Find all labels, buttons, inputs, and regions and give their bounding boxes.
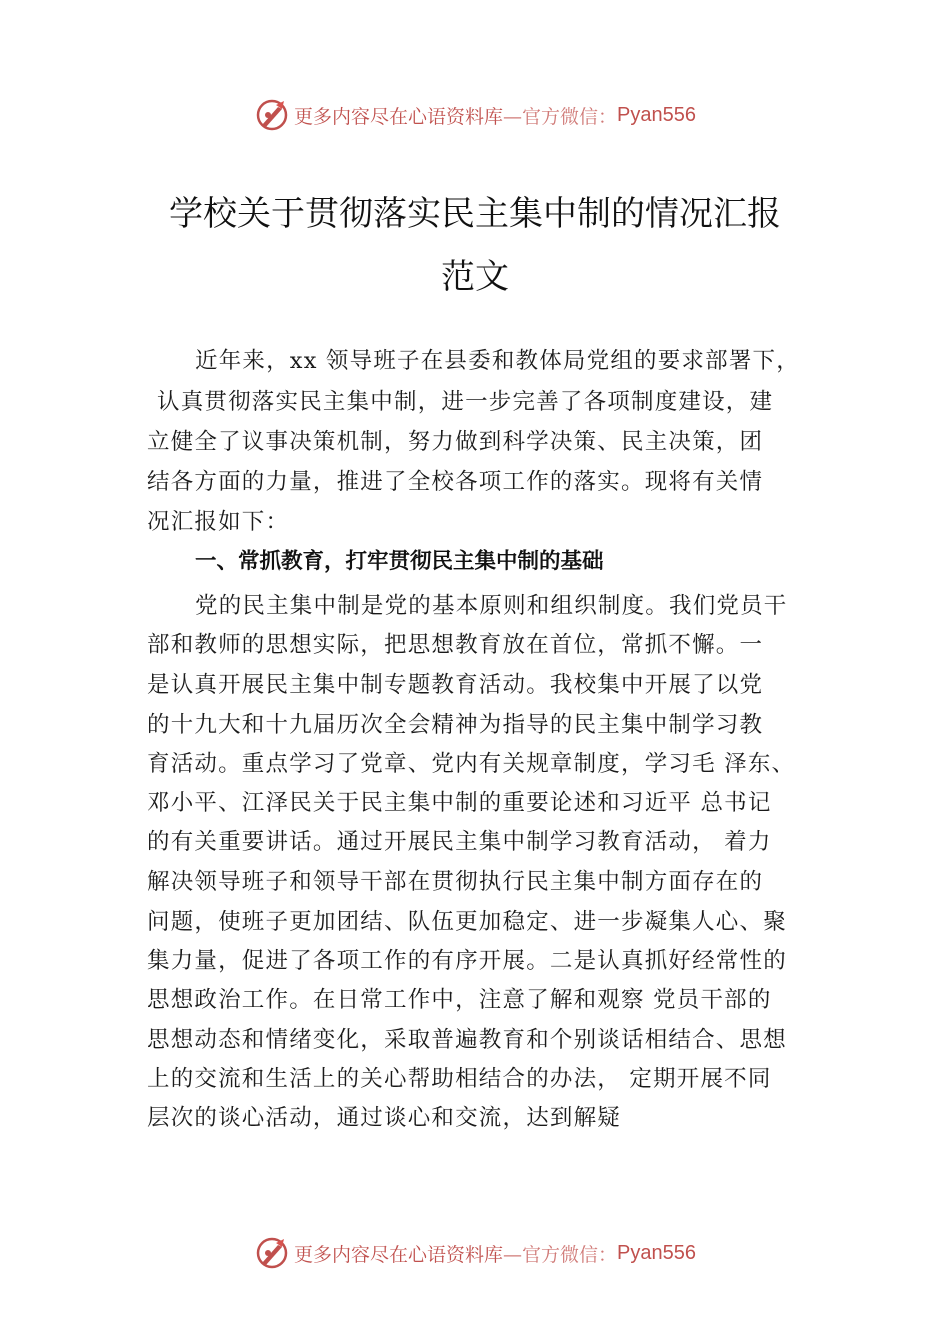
watermark-footer <box>0 1233 950 1273</box>
pen-logo-icon <box>254 1235 290 1271</box>
paragraph-line: 立健全了议事决策机制，努力做到科学决策、民主决策，团 <box>147 429 764 455</box>
watermark-text: 更多内容尽在心语资料库 <box>294 1243 504 1266</box>
paragraph-line: 党的民主集中制是党的基本原则和组织制度。我们党员干 <box>195 593 788 619</box>
document-title-line2: 范文 <box>441 257 509 297</box>
paragraph-line: 思想政治工作。在日常工作中，注意了解和观察 党员干部的 <box>147 987 772 1013</box>
watermark-sub: —官方微信： <box>503 105 618 128</box>
paragraph-line: 的有关重要讲话。通过开展民主集中制学习教育活动， 着力 <box>147 829 772 855</box>
paragraph-line: 认真贯彻落实民主集中制，进一步完善了各项制度建设，建 <box>157 389 774 415</box>
paragraph-line: 解决领导班子和领导干部在贯彻执行民主集中制方面存在的 <box>147 869 764 895</box>
watermark-text: 更多内容尽在心语资料库 <box>294 105 504 128</box>
watermark-id: Pyan556 <box>617 1241 696 1264</box>
watermark-id: Pyan556 <box>617 103 696 126</box>
paragraph-line: 育活动。重点学习了党章、党内有关规章制度，学习毛 泽东、 <box>147 751 796 777</box>
paragraph-line: 思想动态和情绪变化，采取普遍教育和个别谈话相结合、思想 <box>147 1027 787 1053</box>
paragraph-line: 结各方面的力量，推进了全校各项工作的落实。现将有关情 <box>147 469 764 495</box>
paragraph-line: 上的交流和生活上的关心帮助相结合的办法， 定期开展不同 <box>147 1066 772 1092</box>
pen-logo-icon <box>254 97 290 133</box>
document-title: 学校关于贯彻落实民主集中制的情况汇报 <box>169 194 781 234</box>
watermark-sub: —官方微信： <box>503 1243 618 1266</box>
paragraph-line: 层次的谈心活动，通过谈心和交流，达到解疑 <box>147 1105 622 1131</box>
paragraph-line: 近年来，xx 领导班子在县委和教体局党组的要求部署下， <box>195 348 800 374</box>
paragraph-line: 部和教师的思想实际，把思想教育放在首位，常抓不懈。一 <box>147 632 764 658</box>
watermark-header <box>0 95 950 135</box>
paragraph-line: 邓小平、江泽民关于民主集中制的重要论述和习近平 总书记 <box>147 790 772 816</box>
paragraph-line: 况汇报如下： <box>147 509 290 535</box>
paragraph-line: 集力量，促进了各项工作的有序开展。二是认真抓好经常性的 <box>147 948 787 974</box>
paragraph-line: 问题，使班子更加团结、队伍更加稳定、进一步凝集人心、聚 <box>147 909 787 935</box>
paragraph-line: 的十九大和十九届历次全会精神为指导的民主集中制学习教 <box>147 712 764 738</box>
section-heading: 一、常抓教育，打牢贯彻民主集中制的基础 <box>195 549 604 574</box>
paragraph-line: 是认真开展民主集中制专题教育活动。我校集中开展了以党 <box>147 672 764 698</box>
